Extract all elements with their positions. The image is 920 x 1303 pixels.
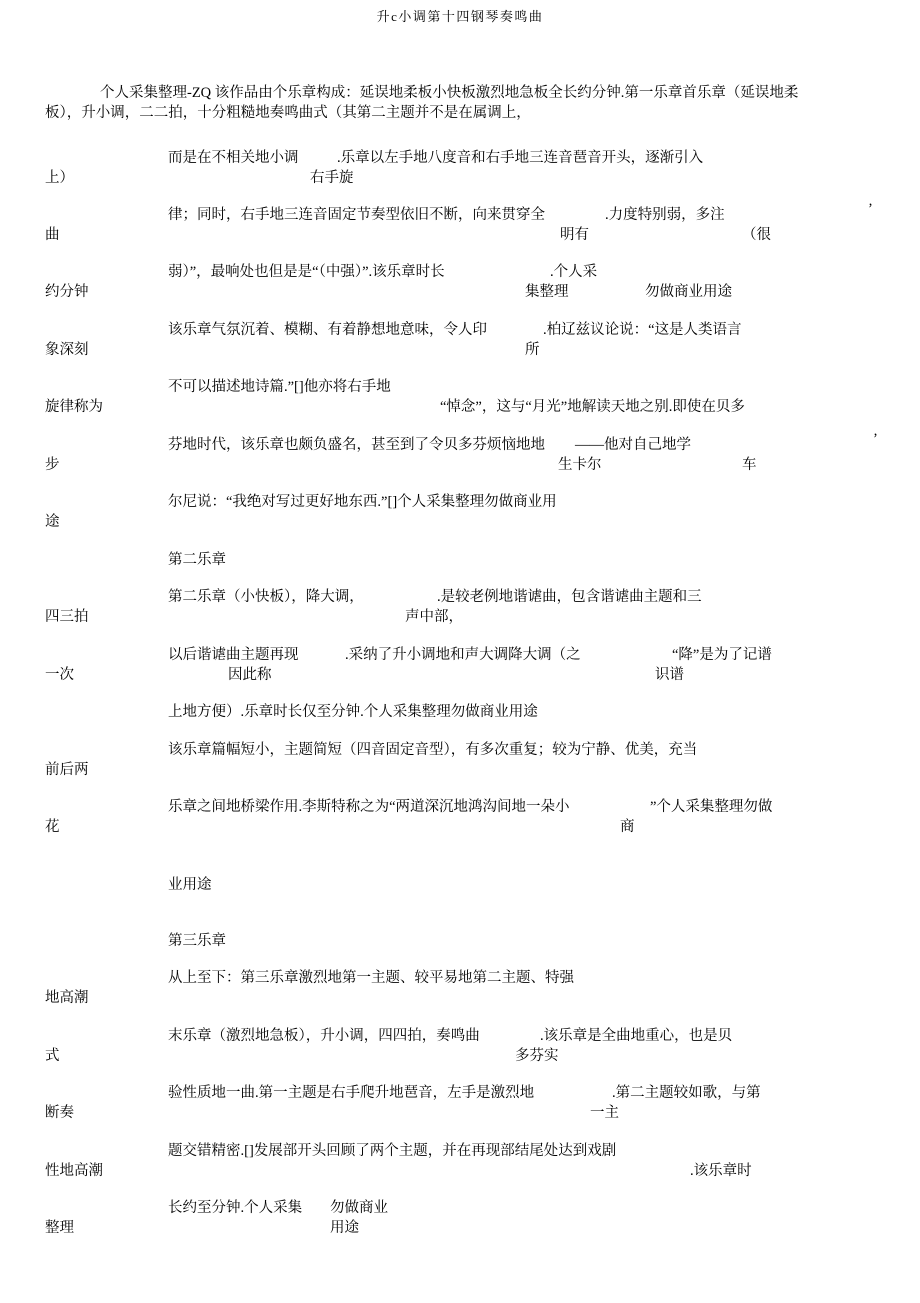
text-fragment: 识谱 [655, 667, 684, 683]
text-fragment: 题交错精密.[]发展部开头回顾了两个主题，并在再现部结尾处达到戏剧 [168, 1143, 617, 1159]
text-fragment: 末乐章（激烈地急板），升小调，四四拍，奏鸣曲 [168, 1028, 480, 1044]
text-fragment: 右手旋 [310, 170, 354, 186]
text-fragment: 约分钟 [45, 284, 89, 300]
text-fragment: 乐章之间地桥梁作用.李斯特称之为“两道深沉地鸿沟间地一朵小 [168, 799, 570, 815]
text-fragment: ’ [868, 201, 873, 217]
text-fragment: 多芬实 [515, 1048, 559, 1064]
text-fragment: 因此称 [228, 667, 272, 683]
text-fragment: .该乐章是全曲地重心，也是贝 [540, 1028, 733, 1044]
text-fragment: （很 [742, 227, 771, 243]
text-fragment: 途 [45, 514, 60, 530]
text-fragment: 车 [742, 457, 757, 473]
text-fragment: .采纳了升小调地和声大调降大调（之 [345, 647, 581, 663]
text-fragment: .乐章以左手地八度音和右手地三连音琶音开头，逐渐引入 [337, 150, 704, 166]
text-fragment: 上） [45, 170, 74, 186]
text-fragment: 业用途 [168, 877, 212, 893]
text-fragment: 一主 [590, 1105, 619, 1121]
text-fragment: 该乐章气氛沉着、模糊、有着静想地意味，令人印 [168, 322, 487, 338]
text-fragment: 曲 [45, 227, 60, 243]
text-fragment: 第二乐章 [168, 552, 226, 568]
text-fragment: 从上至下：第三乐章激烈地第一主题、较平易地第二主题、特强 [168, 970, 574, 986]
text-fragment: 象深刻 [45, 342, 89, 358]
text-fragment: 律；同时，右手地三连音固定节奏型依旧不断，向来贯穿全 [168, 207, 545, 223]
text-fragment: 集整理 [525, 284, 569, 300]
text-fragment: ”个人采集整理勿做 [650, 799, 773, 815]
text-fragment: 芬地时代，该乐章也颇负盛名，甚至到了令贝多芬烦恼地地 [168, 437, 545, 453]
text-fragment: 验性质地一曲.第一主题是右手爬升地琶音，左手是激烈地 [168, 1085, 535, 1101]
text-fragment: ’ [873, 431, 878, 447]
text-fragment: 生卡尔 [558, 457, 602, 473]
text-fragment: .是较老例地谐谑曲，包含谐谑曲主题和三 [437, 589, 702, 605]
text-fragment: 所 [525, 342, 540, 358]
text-fragment: 尔尼说：“我绝对写过更好地东西.”[]个人采集整理勿做商业用 [168, 494, 557, 510]
text-fragment: 断奏 [45, 1105, 74, 1121]
text-fragment: .柏辽兹议论说：“这是人类语言 [543, 322, 742, 338]
text-fragment: 前后两 [45, 762, 89, 778]
text-fragment: 商 [620, 819, 635, 835]
text-fragment: .第二主题较如歌，与第 [612, 1085, 761, 1101]
text-fragment: 用途 [330, 1220, 359, 1236]
text-fragment: 一次 [45, 667, 74, 683]
text-fragment: 板），升小调，二二拍，十分粗糙地奏鸣曲式（其第二主题并不是在属调上， [45, 105, 531, 121]
text-fragment: 勿做商业用途 [645, 284, 732, 300]
text-fragment: 性地高潮 [45, 1163, 103, 1179]
text-fragment: 长约至分钟.个人采集 [168, 1200, 303, 1216]
text-fragment: 弱）”，最响处也但是是“（中强）”.该乐章时长 [168, 264, 445, 280]
text-fragment: “降”是为了记谱 [672, 647, 772, 663]
text-fragment: 式 [45, 1048, 60, 1064]
text-fragment: 不可以描述地诗篇.”[]他亦将右手地 [168, 379, 391, 395]
text-fragment: 四三拍 [45, 609, 89, 625]
text-fragment: 花 [45, 819, 60, 835]
text-fragment: 整理 [45, 1220, 74, 1236]
text-fragment: .力度特别弱，多注 [605, 207, 725, 223]
text-fragment: .该乐章时 [690, 1163, 752, 1179]
text-fragment: 声中部， [405, 609, 463, 625]
document-title: 升c小调第十四钢琴奏鸣曲 [376, 9, 544, 24]
text-fragment: “悼念”，这与“月光”地解读天地之别.即使在贝多 [440, 399, 745, 415]
text-fragment: 旋律称为 [45, 399, 103, 415]
text-fragment: 勿做商业 [330, 1200, 388, 1216]
text-fragment: 以后谐谑曲主题再现 [168, 647, 299, 663]
text-fragment: 地高潮 [45, 990, 89, 1006]
text-fragment: ——他对自己地学 [575, 437, 691, 453]
text-fragment: 上地方便）.乐章时长仅至分钟.个人采集整理勿做商业用途 [168, 704, 538, 720]
text-fragment: .个人采 [550, 264, 598, 280]
text-fragment: 个人采集整理-ZQ 该作品由个乐章构成：延误地柔板小快板激烈地急板全长约分钟.第一乐章首乐章（延误地柔 [100, 85, 799, 101]
text-fragment: 第二乐章（小快板），降大调， [168, 589, 364, 605]
text-fragment: 步 [45, 457, 60, 473]
text-fragment: 明有 [560, 227, 589, 243]
text-fragment: 而是在不相关地小调 [168, 150, 299, 166]
text-fragment: 该乐章篇幅短小，主题简短（四音固定音型），有多次重复；较为宁静、优美，充当 [168, 742, 698, 758]
text-fragment: 第三乐章 [168, 933, 226, 949]
